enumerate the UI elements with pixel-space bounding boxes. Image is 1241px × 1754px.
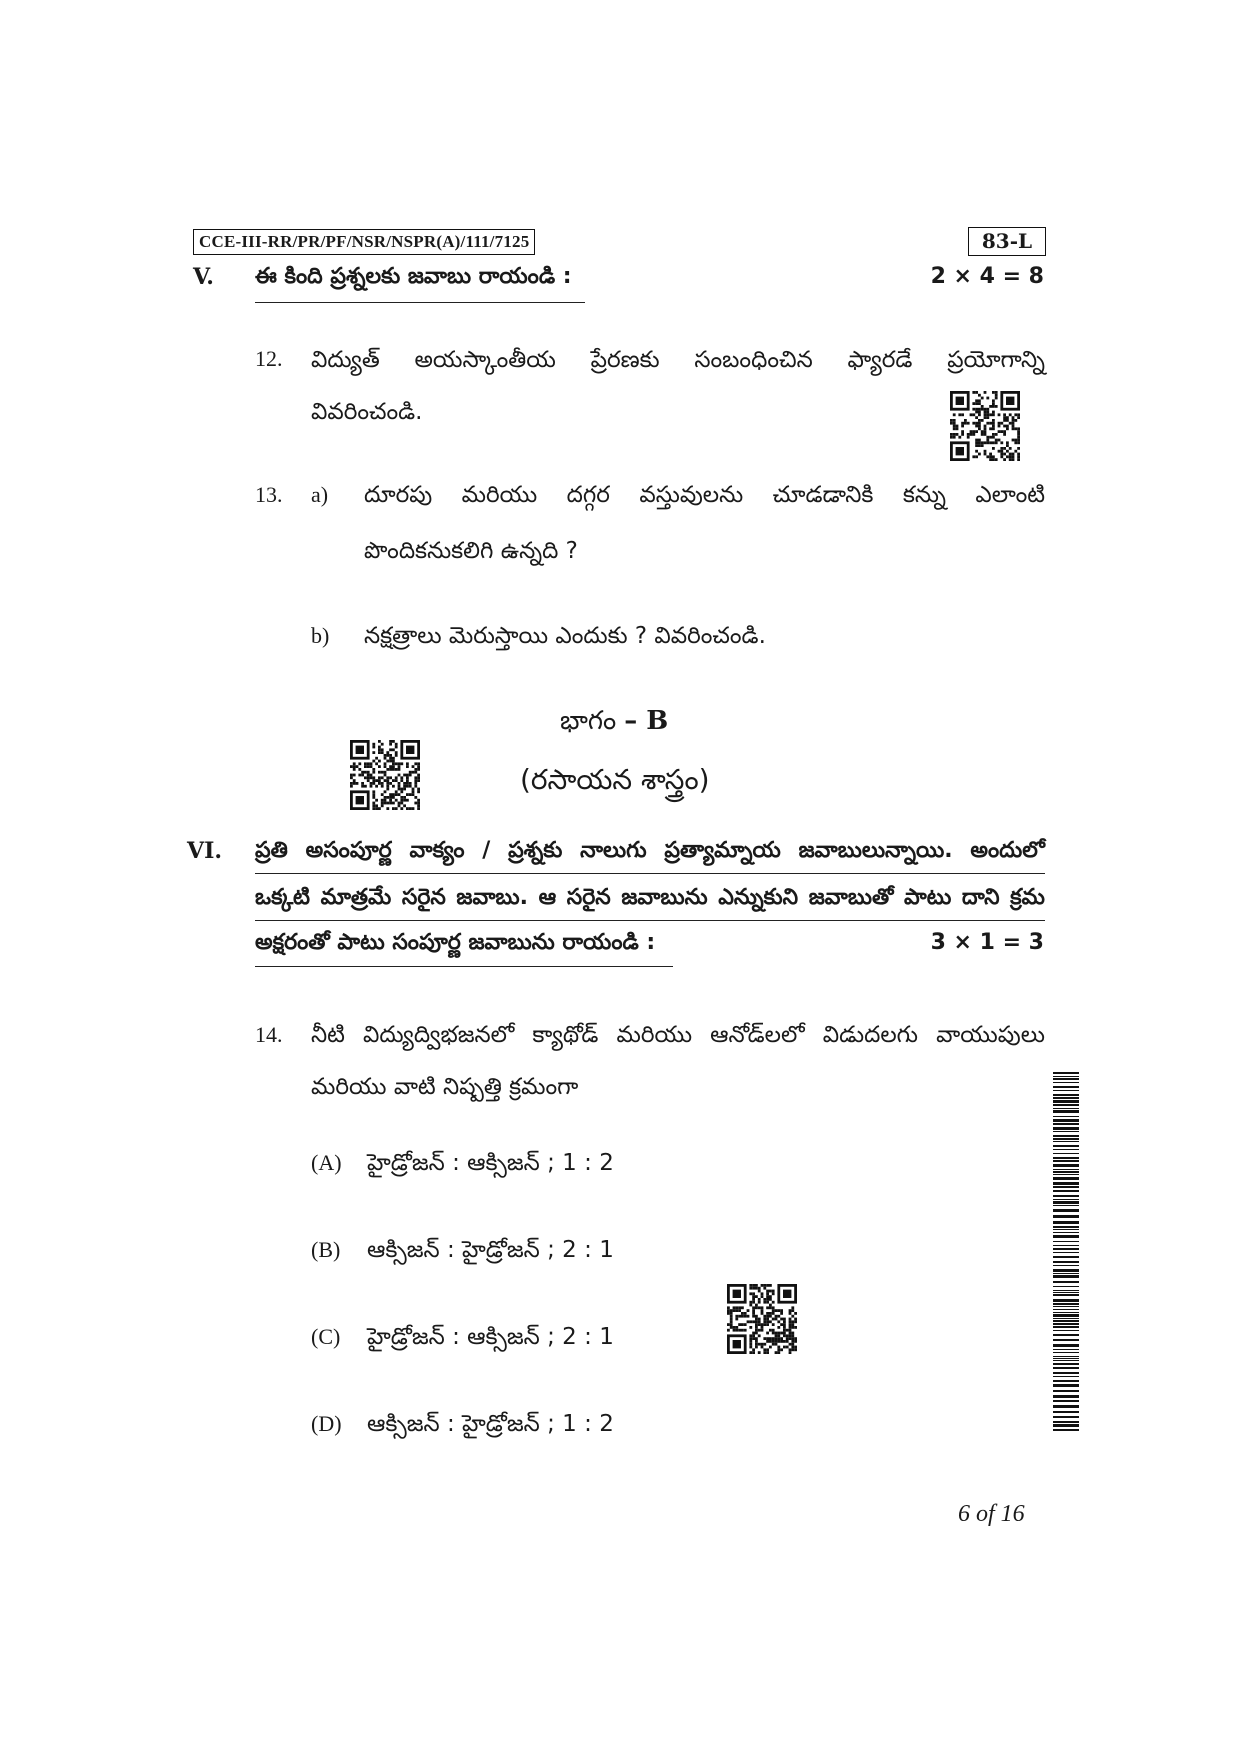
option-d-label: (D): [311, 1411, 342, 1436]
section-v-underline: [255, 302, 585, 303]
barcode-stripe: [1053, 1157, 1079, 1159]
barcode-stripe: [1053, 1221, 1079, 1224]
barcode-stripe: [1053, 1072, 1079, 1074]
barcode-stripe: [1053, 1323, 1079, 1325]
qr-code-icon: [350, 740, 420, 810]
question-13-number: 13.: [255, 482, 283, 507]
barcode-stripe: [1053, 1110, 1079, 1113]
question-14-word: ఆనోడ్‌లలో: [710, 1022, 805, 1048]
barcode-stripe: [1053, 1303, 1079, 1305]
barcode-stripe: [1053, 1314, 1079, 1317]
question-14-word: విడుదలగు: [822, 1022, 918, 1048]
qr-code-icon: [950, 391, 1020, 461]
question-13a-line-2: పొందికనుకలిగి ఉన్నది ?: [364, 538, 578, 564]
page-number: 6 of 16: [958, 1501, 1025, 1527]
barcode-stripe: [1053, 1123, 1079, 1125]
question-14-number: 14.: [255, 1022, 283, 1047]
barcode-stripe: [1053, 1174, 1079, 1175]
section-vi-line-1: [255, 838, 1045, 868]
section-v-instruction: ఈ కింది ప్రశ్నలకు జవాబు రాయండి :: [255, 264, 572, 289]
question-13a-word: చూడడానికి: [772, 482, 874, 508]
option-a-text: హైడ్రోజన్ : ఆక్సిజన్ ; 1 : 2: [367, 1150, 614, 1176]
section-vi-line-1-word: ప్రతి: [255, 838, 288, 863]
barcode-stripe: [1053, 1164, 1079, 1167]
barcode-stripe: [1053, 1344, 1079, 1347]
barcode-stripe: [1053, 1086, 1079, 1088]
question-12-word: ఫ్యారడే: [847, 347, 913, 373]
section-vi-line-2-word: దాని: [961, 885, 1000, 910]
section-vi-line-2-word: జవాబు.: [456, 885, 529, 910]
question-14-word: మరియు: [616, 1022, 693, 1048]
section-vi-line-1-word: అసంపూర్ణ: [305, 838, 392, 863]
option-b: [311, 1237, 614, 1269]
section-vi-line-2-word: సరైన: [401, 885, 446, 910]
barcode-stripe: [1053, 1349, 1079, 1350]
barcode-stripe: [1053, 1330, 1079, 1331]
question-14-word: వాయుపులు: [936, 1022, 1045, 1048]
question-14-word: విద్యుద్విభజనలో: [363, 1022, 515, 1048]
question-12-word: ప్రయోగాన్ని: [947, 347, 1045, 373]
barcode-stripe: [1053, 1376, 1079, 1377]
question-13b-text: నక్షత్రాలు మెరుస్తాయి ఎందుకు ? వివరించండి.: [364, 623, 766, 649]
question-12-line-2: వివరించండి.: [311, 399, 423, 425]
question-13a-label: a): [311, 482, 329, 507]
section-vi-line-1-word: వాక్యం: [409, 838, 465, 863]
barcode-stripe: [1053, 1261, 1079, 1263]
barcode-stripe: [1053, 1358, 1079, 1359]
section-vi-rule-2: [255, 920, 1045, 921]
barcode-stripe: [1053, 1199, 1079, 1200]
barcode-stripe: [1053, 1195, 1079, 1197]
barcode-stripe: [1053, 1309, 1079, 1310]
barcode-stripe: [1053, 1135, 1079, 1137]
barcode-stripe: [1053, 1245, 1079, 1246]
barcode-stripe: [1053, 1082, 1079, 1083]
barcode-stripe: [1053, 1411, 1079, 1413]
barcode-stripe: [1053, 1229, 1079, 1230]
barcode-stripe: [1053, 1171, 1079, 1173]
barcode-stripe: [1053, 1269, 1079, 1272]
paper-number-box: 83-L: [968, 227, 1046, 256]
barcode-stripe: [1053, 1326, 1079, 1328]
section-vi-line-2-word: ఆ: [538, 885, 557, 910]
section-vi-line-1-word: నాలుగు: [580, 838, 647, 863]
section-vi-line-2: [255, 885, 1045, 915]
barcode-stripe: [1053, 1141, 1079, 1142]
barcode-stripe: [1053, 1100, 1079, 1103]
barcode-stripe: [1053, 1235, 1079, 1238]
barcode-stripe: [1053, 1186, 1079, 1188]
barcode-stripe: [1053, 1318, 1079, 1319]
question-14-word: నీటి: [311, 1022, 345, 1048]
section-vi-rule-3: [255, 966, 673, 967]
barcode-icon: [1053, 1072, 1079, 1436]
barcode-stripe: [1053, 1256, 1079, 1258]
question-14-word: క్యాథోడ్: [532, 1022, 599, 1048]
section-vi-rule-1: [255, 873, 1045, 874]
barcode-stripe: [1053, 1108, 1079, 1109]
barcode-stripe: [1053, 1306, 1079, 1307]
part-b-subtitle: (రసాయన శాస్త్రం): [520, 763, 710, 796]
question-12-word: అయస్కాంతీయ: [414, 347, 556, 373]
option-a: [311, 1150, 614, 1182]
section-vi-line-2-word: జవాబును: [621, 885, 708, 910]
barcode-stripe: [1053, 1320, 1079, 1322]
section-vi-line-1-word: జవాబులున్నాయి.: [798, 838, 953, 863]
barcode-stripe: [1053, 1416, 1079, 1418]
part-b-title-letter: – B: [624, 706, 669, 736]
barcode-stripe: [1053, 1104, 1079, 1106]
barcode-stripe: [1053, 1248, 1079, 1250]
qr-code-icon: [727, 1284, 797, 1354]
section-v-marks: 2 × 4 = 8: [930, 264, 1044, 289]
barcode-stripe: [1053, 1169, 1079, 1170]
question-14-line-2: మరియు వాటి నిష్పత్తి క్రమంగా: [311, 1074, 579, 1100]
barcode-stripe: [1053, 1138, 1079, 1140]
barcode-stripe: [1053, 1286, 1079, 1287]
barcode-stripe: [1053, 1275, 1079, 1278]
barcode-stripe: [1053, 1429, 1079, 1431]
section-v-number: V.: [193, 264, 214, 290]
barcode-stripe: [1053, 1405, 1079, 1408]
barcode-stripe: [1053, 1363, 1079, 1365]
barcode-stripe: [1053, 1372, 1079, 1374]
question-13a-word: వస్తువులను: [639, 482, 744, 508]
section-vi-line-2-word: సరైన: [566, 885, 611, 910]
barcode-stripe: [1053, 1209, 1079, 1212]
question-13a-word: ఎలాంటి: [975, 482, 1045, 508]
section-vi-line-2-word: జవాబుతో: [808, 885, 894, 910]
section-vi-line-2-word: ఎన్నుకుని: [718, 885, 799, 910]
section-vi-line-2-word: పాటు: [904, 885, 952, 910]
question-12-word: ప్రేరణకు: [590, 347, 660, 373]
section-vi-marks: 3 × 1 = 3: [930, 930, 1044, 955]
question-13b-label: b): [311, 623, 330, 648]
barcode-stripe: [1053, 1421, 1079, 1423]
barcode-stripe: [1053, 1094, 1079, 1096]
question-13a-line-1: [364, 468, 1045, 522]
barcode-stripe: [1053, 1090, 1079, 1091]
barcode-stripe: [1053, 1190, 1079, 1192]
barcode-stripe: [1053, 1265, 1079, 1266]
part-b-title-text: భాగం: [560, 706, 617, 736]
barcode-stripe: [1053, 1312, 1079, 1313]
section-vi-line-1-word: ప్రత్యామ్నాయ: [664, 838, 781, 863]
barcode-stripe: [1053, 1273, 1079, 1274]
section-vi-line-1-word: ప్రశ్నకు: [508, 838, 563, 863]
barcode-stripe: [1053, 1131, 1079, 1132]
barcode-stripe: [1053, 1292, 1079, 1293]
option-d: [311, 1411, 614, 1443]
barcode-stripe: [1053, 1294, 1079, 1296]
barcode-stripe: [1053, 1400, 1079, 1402]
barcode-stripe: [1053, 1367, 1079, 1369]
option-b-text: ఆక్సిజన్ : హైడ్రోజన్ ; 2 : 1: [367, 1237, 614, 1263]
section-vi-line-2-word: ఒక్కటి: [255, 885, 310, 910]
option-d-text: ఆక్సిజన్ : హైడ్రోజన్ ; 1 : 2: [367, 1411, 614, 1437]
barcode-stripe: [1053, 1116, 1079, 1117]
barcode-stripe: [1053, 1334, 1079, 1336]
barcode-stripe: [1053, 1201, 1079, 1204]
barcode-stripe: [1053, 1215, 1079, 1218]
barcode-stripe: [1053, 1356, 1079, 1357]
question-paper-code: CCE-III-RR/PR/PF/NSR/NSPR(A)/111/7125: [193, 229, 535, 255]
section-vi-line-1-word: అందులో: [970, 838, 1045, 863]
barcode-stripe: [1053, 1226, 1079, 1228]
section-vi-line-3: అక్షరంతో పాటు సంపూర్ణ జవాబును రాయండి :: [255, 930, 656, 955]
option-c-label: (C): [311, 1324, 341, 1349]
barcode-stripe: [1053, 1390, 1079, 1392]
barcode-stripe: [1053, 1078, 1079, 1080]
section-vi-number: VI.: [187, 838, 223, 864]
barcode-stripe: [1053, 1339, 1079, 1341]
question-13a-word: మరియు: [461, 482, 538, 508]
barcode-stripe: [1053, 1384, 1079, 1387]
barcode-stripe: [1053, 1352, 1079, 1353]
barcode-stripe: [1053, 1205, 1079, 1206]
question-13a-word: దగ్గర: [566, 482, 610, 508]
barcode-stripe: [1053, 1424, 1079, 1427]
barcode-stripe: [1053, 1160, 1079, 1162]
barcode-stripe: [1053, 1119, 1079, 1122]
barcode-stripe: [1053, 1153, 1079, 1154]
barcode-stripe: [1053, 1076, 1079, 1077]
question-12-line-1: [311, 333, 1045, 387]
barcode-stripe: [1053, 1241, 1079, 1242]
barcode-stripe: [1053, 1299, 1079, 1302]
part-b-title: [560, 706, 668, 742]
question-12-word: విద్యుత్: [311, 347, 380, 373]
barcode-stripe: [1053, 1360, 1079, 1361]
section-vi-line-2-word: మాత్రమే: [320, 885, 392, 910]
barcode-stripe: [1053, 1290, 1079, 1291]
barcode-stripe: [1053, 1097, 1079, 1099]
barcode-stripe: [1053, 1149, 1079, 1150]
question-12-number: 12.: [255, 346, 283, 371]
question-12-word: సంబంధించిన: [694, 347, 813, 373]
barcode-stripe: [1053, 1182, 1079, 1185]
barcode-stripe: [1053, 1232, 1079, 1233]
barcode-stripe: [1053, 1252, 1079, 1253]
question-13a-word: దూరపు: [364, 482, 433, 508]
section-vi-line-1-word: /: [482, 838, 491, 863]
barcode-stripe: [1053, 1380, 1079, 1382]
barcode-stripe: [1053, 1127, 1079, 1130]
question-14-line-1: [311, 1008, 1045, 1062]
barcode-stripe: [1053, 1395, 1079, 1398]
section-vi-line-2-word: క్రమ: [1010, 885, 1045, 910]
option-a-label: (A): [311, 1150, 342, 1175]
option-c: [311, 1324, 614, 1356]
barcode-stripe: [1053, 1145, 1079, 1147]
barcode-stripe: [1053, 1177, 1079, 1180]
barcode-stripe: [1053, 1281, 1079, 1283]
option-b-label: (B): [311, 1237, 341, 1262]
question-13a-word: కన్ను: [902, 482, 946, 508]
option-c-text: హైడ్రోజన్ : ఆక్సిజన్ ; 2 : 1: [367, 1324, 614, 1350]
